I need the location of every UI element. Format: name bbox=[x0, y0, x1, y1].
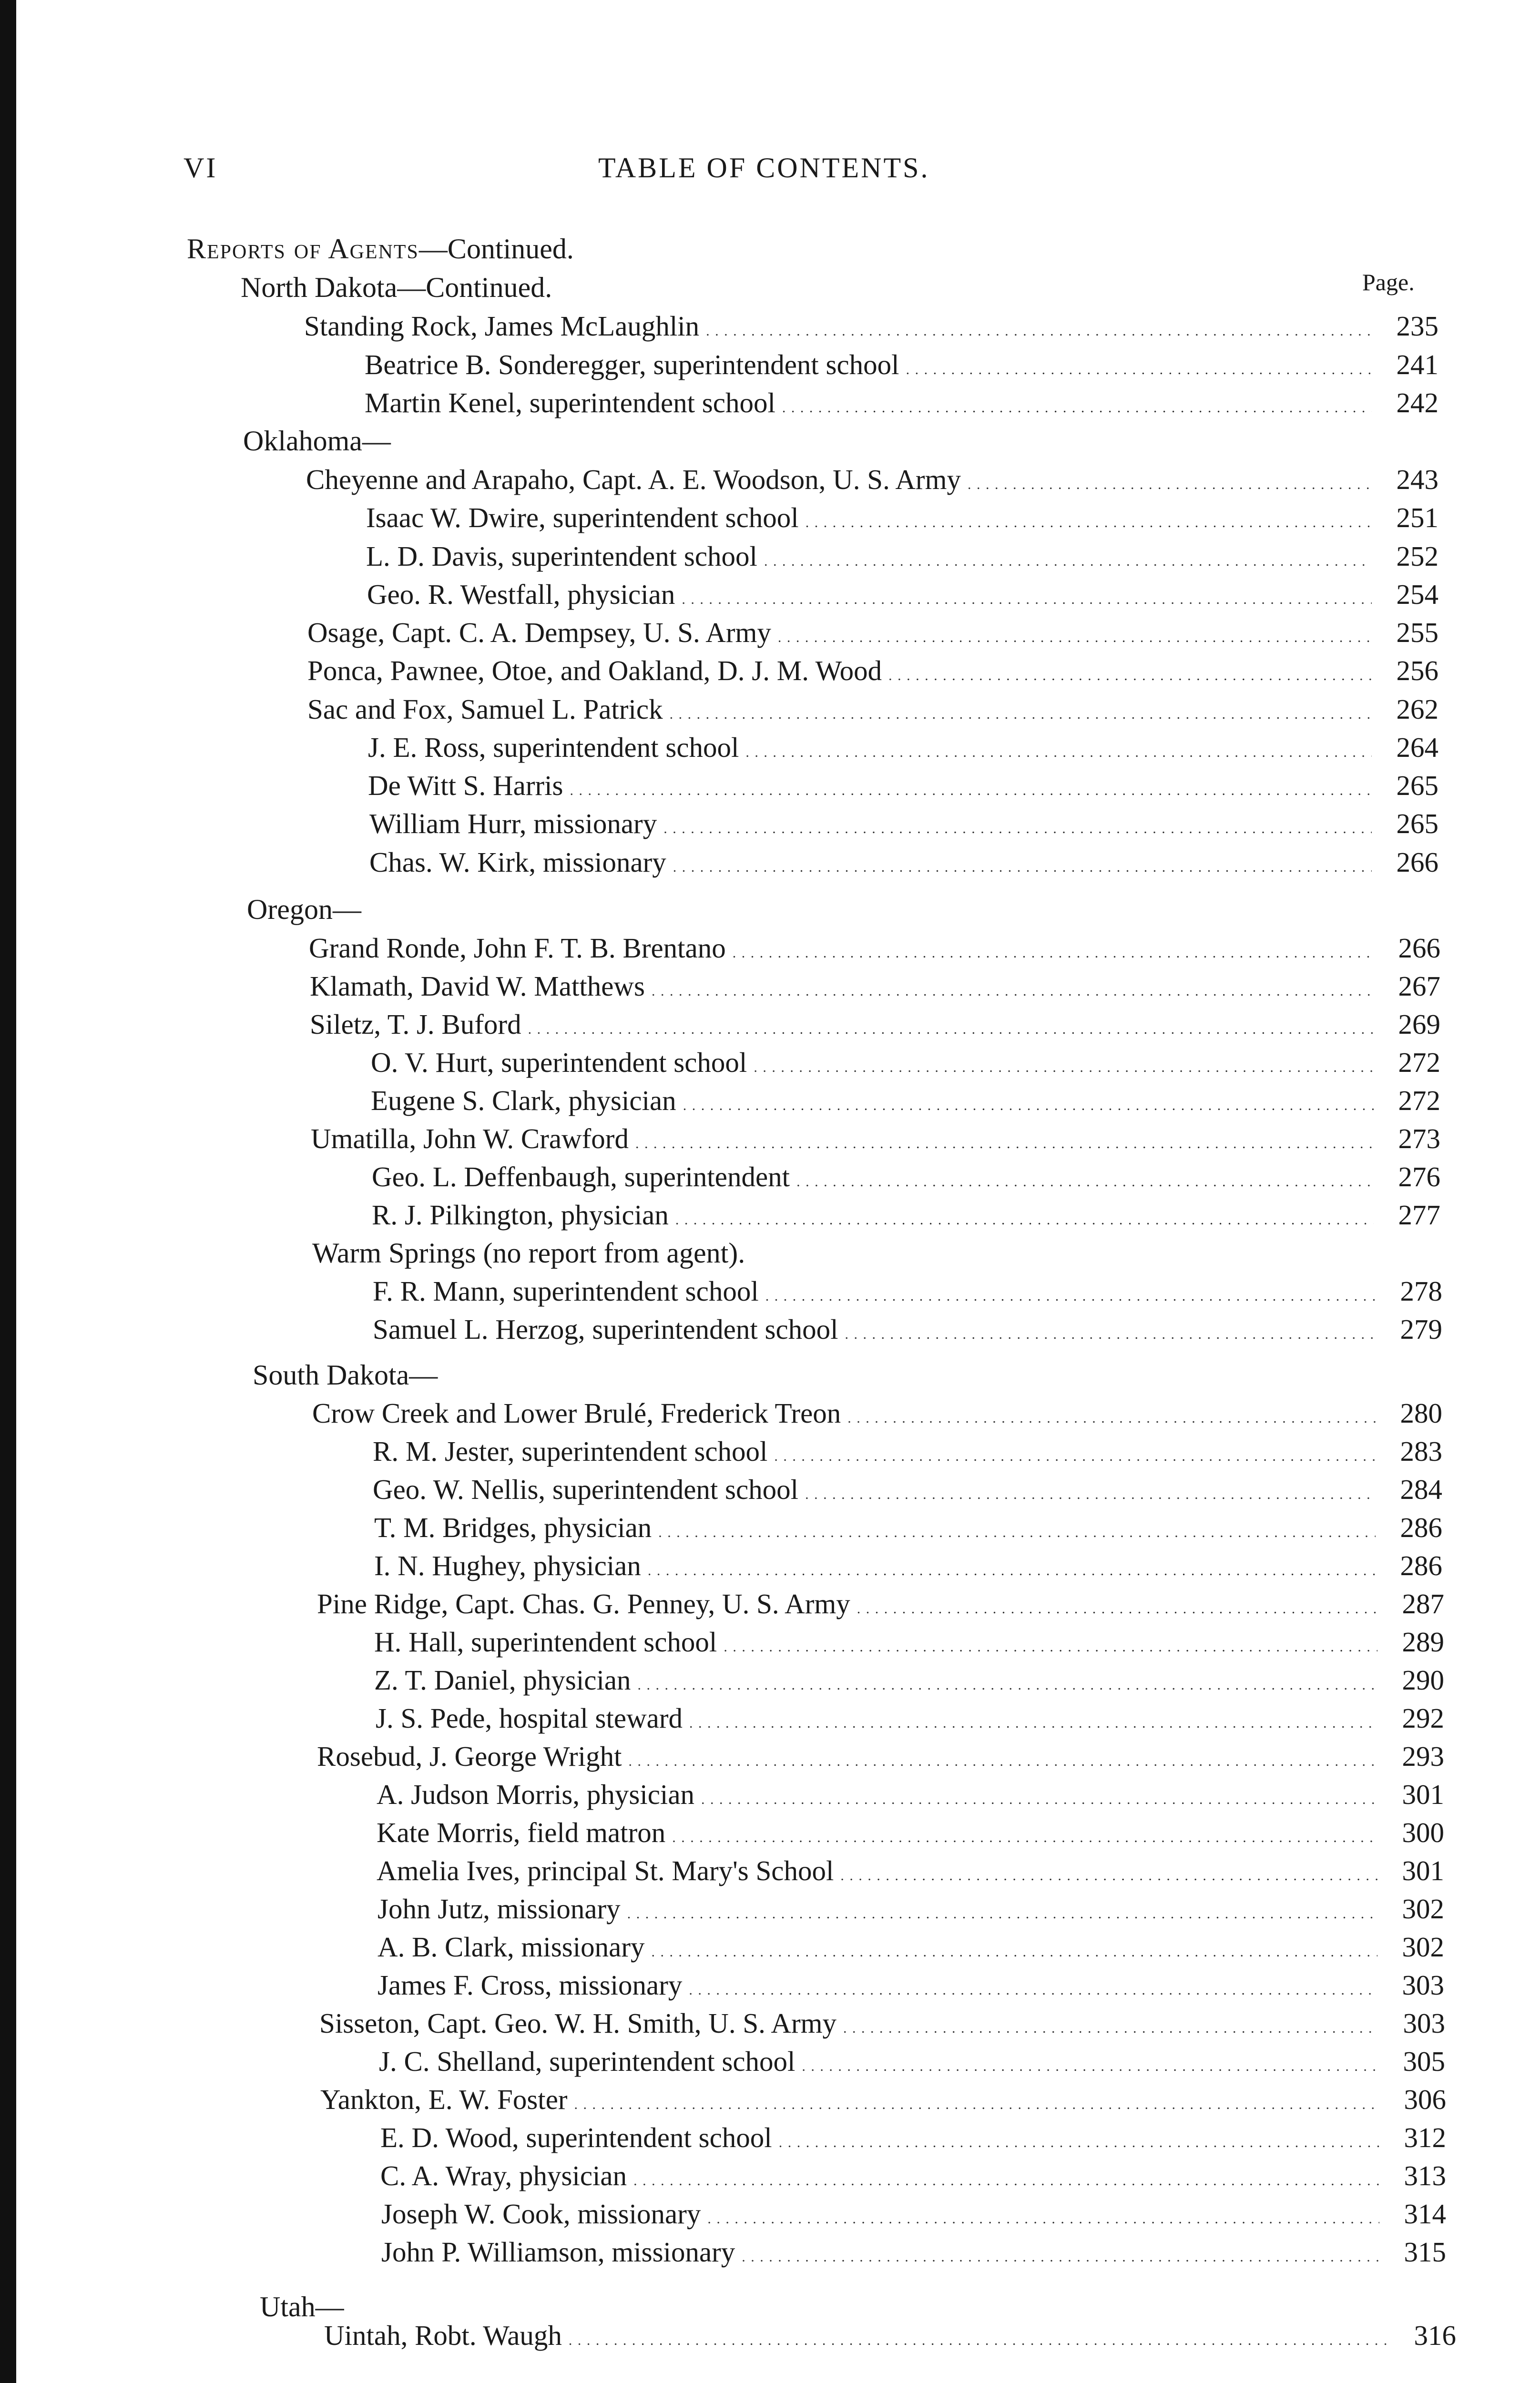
dot-leader bbox=[652, 967, 1374, 1010]
toc-entry-title: Siletz, T. J. Buford bbox=[310, 1008, 521, 1040]
toc-entry-page: 276 bbox=[1398, 1161, 1440, 1192]
dot-leader bbox=[682, 575, 1372, 619]
toc-entry bbox=[307, 690, 1438, 728]
toc-entry-page: 300 bbox=[1402, 1817, 1444, 1848]
toc-entry-title: Chas. W. Kirk, missionary bbox=[369, 846, 666, 878]
toc-entry bbox=[366, 537, 1438, 575]
dot-leader bbox=[847, 1394, 1376, 1437]
toc-entry-page: 255 bbox=[1396, 617, 1438, 648]
toc-entry-title: J. S. Pede, hospital steward bbox=[376, 1702, 683, 1734]
toc-entry bbox=[373, 1432, 1442, 1470]
toc-entry bbox=[373, 1470, 1442, 1508]
toc-entry-title: Osage, Capt. C. A. Dempsey, U. S. Army bbox=[307, 617, 771, 648]
toc-entry bbox=[317, 1585, 1444, 1623]
toc-entry-title: John Jutz, missionary bbox=[377, 1893, 621, 1925]
dot-leader bbox=[840, 1852, 1377, 1895]
toc-entry-page: 235 bbox=[1396, 310, 1438, 342]
dot-leader bbox=[675, 1196, 1374, 1239]
toc-entry-title: Uintah, Robt. Waugh bbox=[324, 2320, 562, 2351]
toc-entry-page: 289 bbox=[1402, 1626, 1444, 1658]
dot-leader bbox=[733, 929, 1374, 972]
toc-entry bbox=[373, 1310, 1442, 1348]
toc-entry-title: Pine Ridge, Capt. Chas. G. Penney, U. S. Army bbox=[317, 1588, 850, 1619]
toc-entry-page: 264 bbox=[1396, 732, 1438, 763]
toc-entry-title: J. C. Shelland, superintendent school bbox=[379, 2046, 795, 2077]
toc-entry-title: E. D. Wood, superintendent school bbox=[380, 2122, 772, 2153]
dot-leader bbox=[701, 1775, 1377, 1819]
toc-entry-page: 251 bbox=[1396, 502, 1438, 533]
toc-entry-page: 302 bbox=[1402, 1931, 1444, 1963]
dot-leader bbox=[774, 1432, 1376, 1476]
toc-entry-title: Cheyenne and Arapaho, Capt. A. E. Woodson, U. S. Army bbox=[306, 464, 961, 495]
toc-entry-title: Z. T. Daniel, physician bbox=[374, 1664, 631, 1696]
dot-leader bbox=[778, 613, 1372, 657]
dot-leader bbox=[707, 2195, 1379, 2238]
toc-entry-title: Kate Morris, field matron bbox=[377, 1817, 666, 1848]
dot-leader bbox=[673, 843, 1372, 886]
toc-entry bbox=[380, 2157, 1446, 2195]
toc-entry bbox=[306, 460, 1438, 499]
toc-entry-page: 306 bbox=[1404, 2084, 1446, 2115]
toc-entry bbox=[377, 1928, 1444, 1966]
toc-entry-title: Sisseton, Capt. Geo. W. H. Smith, U. S. Army bbox=[319, 2007, 837, 2039]
dot-leader bbox=[968, 460, 1372, 504]
dot-leader bbox=[569, 2316, 1389, 2360]
dot-leader bbox=[805, 1470, 1376, 1514]
group-heading-oklahoma: Oklahoma— bbox=[243, 425, 391, 457]
dot-leader bbox=[706, 307, 1372, 350]
dot-leader bbox=[782, 384, 1372, 427]
dot-leader bbox=[843, 2004, 1378, 2047]
toc-entry-page: 305 bbox=[1403, 2046, 1445, 2077]
dot-leader bbox=[888, 652, 1372, 695]
toc-entry bbox=[365, 346, 1438, 384]
dot-leader bbox=[754, 1043, 1374, 1087]
toc-entry-title: Eugene S. Clark, physician bbox=[371, 1085, 676, 1116]
toc-entry bbox=[372, 1196, 1440, 1234]
toc-entry bbox=[304, 307, 1438, 345]
toc-entry-page: 314 bbox=[1404, 2198, 1446, 2230]
toc-entry bbox=[309, 929, 1440, 967]
toc-entry-no-page: Warm Springs (no report from agent). bbox=[312, 1237, 745, 1269]
toc-entry bbox=[368, 728, 1438, 766]
toc-entry-title: T. M. Bridges, physician bbox=[374, 1512, 652, 1543]
dot-leader bbox=[742, 2233, 1379, 2276]
toc-entry-title: Rosebud, J. George Wright bbox=[317, 1741, 622, 1772]
toc-entry-page: 266 bbox=[1396, 846, 1438, 878]
toc-entry-page: 313 bbox=[1404, 2160, 1446, 2191]
dot-leader bbox=[765, 1272, 1376, 1315]
toc-entry-page: 315 bbox=[1404, 2236, 1446, 2268]
toc-entry-page: 262 bbox=[1396, 693, 1438, 725]
toc-entry-page: 277 bbox=[1398, 1199, 1440, 1231]
toc-entry-title: Grand Ronde, John F. T. B. Brentano bbox=[309, 932, 726, 964]
toc-entry-title: I. N. Hughey, physician bbox=[374, 1550, 641, 1581]
toc-entry bbox=[368, 766, 1438, 805]
page-number: VI bbox=[184, 152, 218, 183]
dot-leader bbox=[796, 1158, 1374, 1201]
section-heading-suffix: —Continued. bbox=[418, 233, 574, 265]
toc-entry-title: C. A. Wray, physician bbox=[380, 2160, 627, 2191]
dot-leader bbox=[628, 1737, 1377, 1781]
group-heading-south-dakota: South Dakota— bbox=[253, 1359, 438, 1391]
toc-entry bbox=[307, 652, 1438, 690]
toc-entry-page: 252 bbox=[1396, 540, 1438, 572]
toc-entry bbox=[374, 1508, 1442, 1547]
toc-entry-page: 273 bbox=[1398, 1123, 1440, 1154]
toc-entry-title: O. V. Hurt, superintendent school bbox=[371, 1047, 747, 1078]
dot-leader bbox=[806, 499, 1372, 542]
toc-entry bbox=[377, 1966, 1444, 2004]
toc-entry-page: 303 bbox=[1402, 1969, 1444, 2001]
toc-entry bbox=[373, 1272, 1442, 1310]
toc-entry bbox=[380, 2118, 1446, 2157]
toc-entry-page: 279 bbox=[1400, 1314, 1442, 1345]
toc-entry-page: 241 bbox=[1396, 349, 1438, 380]
toc-entry bbox=[379, 2042, 1445, 2080]
toc-entry-title: Umatilla, John W. Crawford bbox=[311, 1123, 629, 1154]
toc-entry bbox=[311, 1120, 1440, 1158]
toc-entry-page: 290 bbox=[1402, 1664, 1444, 1696]
dot-leader bbox=[802, 2042, 1378, 2086]
dot-leader bbox=[638, 1661, 1377, 1704]
dot-leader bbox=[633, 2157, 1379, 2200]
group-heading-north-dakota: North Dakota—Continued. bbox=[241, 272, 552, 303]
toc-entry bbox=[381, 2233, 1446, 2271]
toc-entry bbox=[312, 1394, 1442, 1432]
toc-entry bbox=[310, 967, 1440, 1005]
toc-entry-page: 269 bbox=[1398, 1008, 1440, 1040]
toc-entry-title: L. D. Davis, superintendent school bbox=[366, 540, 757, 572]
toc-entry bbox=[377, 1775, 1444, 1813]
toc-entry bbox=[371, 1081, 1440, 1120]
toc-entry-title: R. J. Pilkington, physician bbox=[372, 1199, 669, 1231]
toc-entry-page: 267 bbox=[1398, 970, 1440, 1002]
toc-entry-page: 266 bbox=[1398, 932, 1440, 964]
toc-entry-title: Standing Rock, James McLaughlin bbox=[304, 310, 700, 342]
toc-entry-page: 243 bbox=[1396, 464, 1438, 495]
toc-entry bbox=[377, 1890, 1444, 1928]
dot-leader bbox=[689, 1699, 1377, 1742]
toc-entry bbox=[307, 613, 1438, 652]
dot-leader bbox=[779, 2118, 1379, 2162]
toc-entry-page: 301 bbox=[1402, 1779, 1444, 1810]
toc-entry bbox=[376, 1699, 1444, 1737]
dot-leader bbox=[658, 1508, 1376, 1552]
toc-entry bbox=[324, 2316, 1456, 2354]
dot-leader bbox=[651, 1928, 1377, 1971]
toc-entry-page: 280 bbox=[1400, 1397, 1442, 1429]
toc-entry-title: H. Hall, superintendent school bbox=[374, 1626, 717, 1658]
dot-leader bbox=[672, 1813, 1377, 1857]
toc-entry-page: 254 bbox=[1396, 579, 1438, 610]
toc-entry bbox=[320, 2080, 1446, 2118]
dot-leader bbox=[764, 537, 1372, 580]
dot-leader bbox=[683, 1081, 1374, 1125]
toc-entry bbox=[371, 1043, 1440, 1081]
dot-leader bbox=[570, 766, 1372, 810]
toc-entry-page: 278 bbox=[1400, 1275, 1442, 1307]
toc-entry bbox=[377, 1852, 1444, 1890]
dot-leader bbox=[689, 1966, 1377, 2009]
page-column-label: Page. bbox=[1362, 269, 1415, 295]
toc-entry-title: R. M. Jester, superintendent school bbox=[373, 1436, 768, 1467]
toc-entry-page: 265 bbox=[1396, 808, 1438, 839]
toc-entry-page: 301 bbox=[1402, 1855, 1444, 1886]
toc-entry bbox=[374, 1661, 1444, 1699]
toc-entry-title: A. Judson Morris, physician bbox=[377, 1779, 695, 1810]
toc-entry-title: Martin Kenel, superintendent school bbox=[365, 387, 775, 418]
toc-entry-title: Samuel L. Herzog, superintendent school bbox=[373, 1314, 838, 1345]
toc-entry bbox=[377, 1813, 1444, 1852]
toc-entry-page: 286 bbox=[1400, 1512, 1442, 1543]
toc-entry bbox=[381, 2195, 1446, 2233]
dot-leader bbox=[627, 1890, 1377, 1933]
group-heading-utah: Utah— bbox=[260, 2291, 344, 2322]
toc-entry-page: 283 bbox=[1400, 1436, 1442, 1467]
toc-entry-title: Geo. W. Nellis, superintendent school bbox=[373, 1474, 799, 1505]
toc-entry-title: Geo. L. Deffenbaugh, superintendent bbox=[372, 1161, 790, 1192]
toc-entry-title: F. R. Mann, superintendent school bbox=[373, 1275, 759, 1307]
toc-entry bbox=[317, 1737, 1444, 1775]
dot-leader bbox=[574, 2080, 1379, 2124]
toc-entry-page: 316 bbox=[1414, 2320, 1456, 2351]
toc-entry-page: 303 bbox=[1403, 2007, 1445, 2039]
toc-entry-title: Sac and Fox, Samuel L. Patrick bbox=[307, 693, 663, 725]
dot-leader bbox=[857, 1585, 1377, 1628]
toc-entry-page: 272 bbox=[1398, 1085, 1440, 1116]
toc-entry bbox=[369, 805, 1438, 843]
dot-leader bbox=[528, 1005, 1374, 1049]
toc-entry-title: Yankton, E. W. Foster bbox=[320, 2084, 568, 2115]
dot-leader bbox=[724, 1623, 1377, 1666]
toc-entry-title: William Hurr, missionary bbox=[369, 808, 657, 839]
toc-entry-title: Beatrice B. Sonderegger, superintendent school bbox=[365, 349, 899, 380]
toc-entry-page: 286 bbox=[1400, 1550, 1442, 1581]
toc-entry-page: 292 bbox=[1402, 1702, 1444, 1734]
toc-entry bbox=[365, 384, 1438, 422]
toc-entry-title: Isaac W. Dwire, superintendent school bbox=[366, 502, 799, 533]
toc-entry-title: Klamath, David W. Matthews bbox=[310, 970, 645, 1002]
toc-entry-title: Geo. R. Westfall, physician bbox=[367, 579, 675, 610]
group-heading-oregon: Oregon— bbox=[247, 894, 361, 925]
section-heading-label: Reports of Agents bbox=[187, 233, 419, 265]
toc-entry bbox=[366, 499, 1438, 537]
toc-entry-title: Crow Creek and Lower Brulé, Frederick Treon bbox=[312, 1397, 841, 1429]
toc-entry bbox=[310, 1005, 1440, 1043]
toc-entry bbox=[319, 2004, 1445, 2042]
toc-entry-page: 287 bbox=[1402, 1588, 1444, 1619]
toc-entry-title: Amelia Ives, principal St. Mary's School bbox=[377, 1855, 834, 1886]
toc-entry-page: 265 bbox=[1396, 770, 1438, 801]
page-title: TABLE OF CONTENTS. bbox=[598, 152, 930, 183]
toc-entry-title: De Witt S. Harris bbox=[368, 770, 563, 801]
dot-leader bbox=[648, 1547, 1376, 1590]
toc-entry-page: 302 bbox=[1402, 1893, 1444, 1925]
dot-leader bbox=[745, 728, 1372, 772]
toc-entry-title: A. B. Clark, missionary bbox=[377, 1931, 645, 1963]
toc-entry bbox=[374, 1623, 1444, 1661]
dot-leader bbox=[670, 690, 1372, 733]
toc-entry bbox=[367, 575, 1438, 613]
toc-entry-page: 293 bbox=[1402, 1741, 1444, 1772]
toc-entry bbox=[372, 1158, 1440, 1196]
toc-entry-title: Ponca, Pawnee, Otoe, and Oakland, D. J. M. Wood bbox=[307, 655, 882, 686]
toc-entry-title: John P. Williamson, missionary bbox=[381, 2236, 735, 2268]
toc-entry bbox=[374, 1547, 1442, 1585]
toc-entry-title: James F. Cross, missionary bbox=[377, 1969, 683, 2001]
toc-entry-page: 256 bbox=[1396, 655, 1438, 686]
dot-leader bbox=[635, 1120, 1374, 1163]
toc-entry-title: J. E. Ross, superintendent school bbox=[368, 732, 739, 763]
dot-leader bbox=[906, 346, 1372, 389]
toc-entry-page: 284 bbox=[1400, 1474, 1442, 1505]
toc-entry-page: 242 bbox=[1396, 387, 1438, 418]
toc-entry-title: Joseph W. Cook, missionary bbox=[381, 2198, 701, 2230]
toc-entry-page: 272 bbox=[1398, 1047, 1440, 1078]
toc-entry-page: 312 bbox=[1404, 2122, 1446, 2153]
dot-leader bbox=[845, 1310, 1376, 1354]
toc-entry bbox=[369, 843, 1438, 881]
dot-leader bbox=[663, 805, 1372, 848]
